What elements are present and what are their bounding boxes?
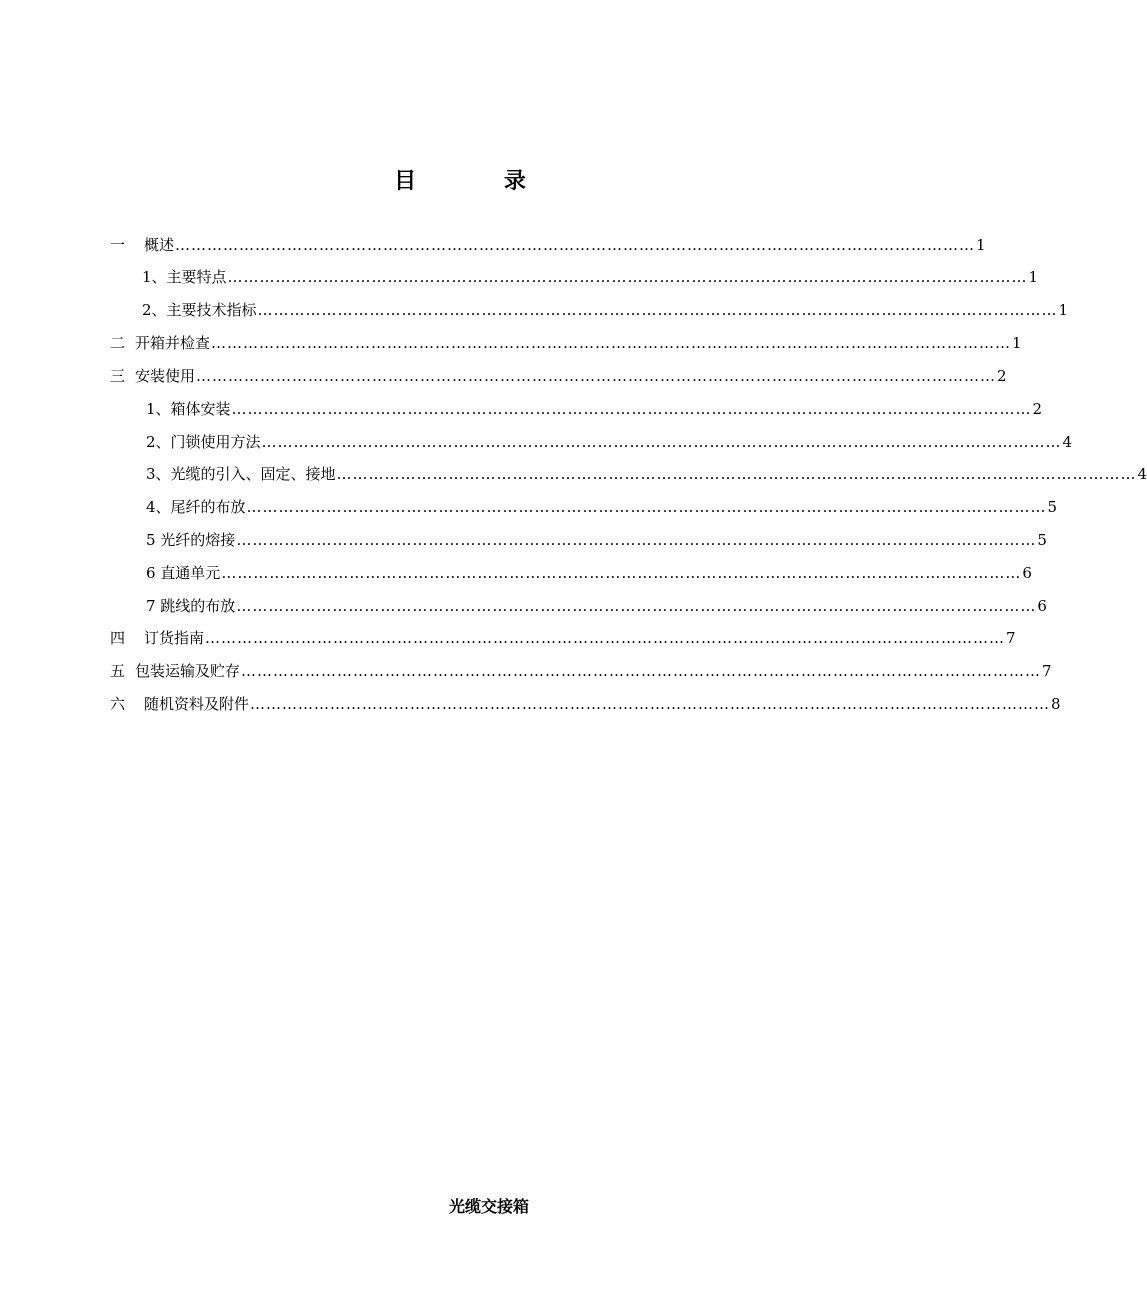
toc-entry-label: 4、尾纤的布放 xyxy=(146,498,246,516)
toc-entry-label: 随机资料及附件 xyxy=(144,695,250,713)
toc-entry-number: 六 xyxy=(110,695,126,713)
toc-leader-dots: …………………………………………………………………………………………………………………………………… xyxy=(250,695,1051,713)
toc-entry[interactable] xyxy=(110,660,1052,690)
toc-entry-page: 1 xyxy=(1012,334,1022,352)
toc-entry-label: 开箱并检查 xyxy=(135,334,211,352)
toc-leader-dots: …………………………………………………………………………………………………………………………………… xyxy=(211,334,1012,352)
toc-entry-label: 2、门锁使用方法 xyxy=(146,433,261,451)
toc-leader-dots: …………………………………………………………………………………………………………………………………… xyxy=(227,268,1028,286)
toc-entry[interactable] xyxy=(146,463,1147,493)
toc-entry-label: 包装运输及贮存 xyxy=(135,662,241,680)
toc-entry-label: 安装使用 xyxy=(135,367,196,385)
toc-entry[interactable] xyxy=(142,266,1039,296)
toc-leader-dots: …………………………………………………………………………………………………………………………………… xyxy=(336,465,1137,483)
toc-leader-dots: …………………………………………………………………………………………………………………………………… xyxy=(205,629,1006,647)
toc-entry-page: 1 xyxy=(1028,268,1039,286)
toc-entry-label: 6 直通单元 xyxy=(146,564,221,582)
toc-entry-page: 4 xyxy=(1137,465,1147,483)
toc-entry-label: 5 光纤的熔接 xyxy=(146,531,236,549)
toc-entry[interactable] xyxy=(146,529,1047,559)
toc-entry[interactable] xyxy=(146,595,1047,625)
toc-entry[interactable] xyxy=(142,299,1069,329)
toc-entry[interactable] xyxy=(146,496,1058,526)
toc-entry[interactable] xyxy=(110,693,1061,723)
toc-leader-dots: …………………………………………………………………………………………………………………………………… xyxy=(175,236,976,254)
toc-entry-label: 2、主要技术指标 xyxy=(142,301,257,319)
toc-entry-page: 1 xyxy=(976,236,986,254)
page-title: 目 录 xyxy=(394,168,566,194)
toc-entry[interactable] xyxy=(146,431,1073,461)
toc-entry-label: 3、光缆的引入、固定、接地 xyxy=(146,465,336,483)
toc-entry-label: 订货指南 xyxy=(144,629,205,647)
toc-entry-number: 四 xyxy=(110,629,126,647)
toc-entry[interactable] xyxy=(146,562,1032,592)
toc-leader-dots: …………………………………………………………………………………………………………………………………… xyxy=(241,662,1042,680)
toc-entry[interactable] xyxy=(146,398,1043,428)
toc-entry-label: 概述 xyxy=(144,236,175,254)
toc-leader-dots: …………………………………………………………………………………………………………………………………… xyxy=(221,564,1022,582)
toc-entry-page: 6 xyxy=(1037,597,1047,615)
toc-leader-dots: …………………………………………………………………………………………………………………………………… xyxy=(261,433,1062,451)
toc-entry-label: 1、主要特点 xyxy=(142,268,227,286)
toc-entry[interactable] xyxy=(110,365,1007,395)
document-footer-title: 光缆交接箱 xyxy=(448,1197,529,1216)
toc-entry-number: 一 xyxy=(110,236,126,254)
toc-entry-page: 2 xyxy=(1032,400,1043,418)
toc-entry[interactable] xyxy=(110,627,1016,657)
toc-entry-label: 7 跳线的布放 xyxy=(146,597,236,615)
toc-entry-page: 7 xyxy=(1006,629,1016,647)
toc-leader-dots: …………………………………………………………………………………………………………………………………… xyxy=(231,400,1032,418)
toc-entry-page: 8 xyxy=(1051,695,1061,713)
toc-entry[interactable] xyxy=(110,234,986,264)
toc-leader-dots: …………………………………………………………………………………………………………………………………… xyxy=(257,301,1058,319)
toc-entry-page: 4 xyxy=(1062,433,1073,451)
toc-entry-page: 5 xyxy=(1047,498,1058,516)
toc-leader-dots: …………………………………………………………………………………………………………………………………… xyxy=(236,531,1037,549)
toc-leader-dots: …………………………………………………………………………………………………………………………………… xyxy=(196,367,997,385)
toc-leader-dots: …………………………………………………………………………………………………………………………………… xyxy=(236,597,1037,615)
toc-entry-page: 5 xyxy=(1037,531,1047,549)
toc-entry-page: 6 xyxy=(1022,564,1032,582)
toc-entry-label: 1、箱体安装 xyxy=(146,400,231,418)
toc-entry-number: 二 xyxy=(110,334,126,352)
toc-entry-number: 三 xyxy=(110,367,126,385)
toc-entry-page: 7 xyxy=(1042,662,1052,680)
toc-entry-number: 五 xyxy=(110,662,126,680)
toc-entry-page: 1 xyxy=(1058,301,1069,319)
toc-leader-dots: …………………………………………………………………………………………………………………………………… xyxy=(246,498,1047,516)
toc-entry-page: 2 xyxy=(997,367,1007,385)
toc-entry[interactable] xyxy=(110,332,1022,362)
